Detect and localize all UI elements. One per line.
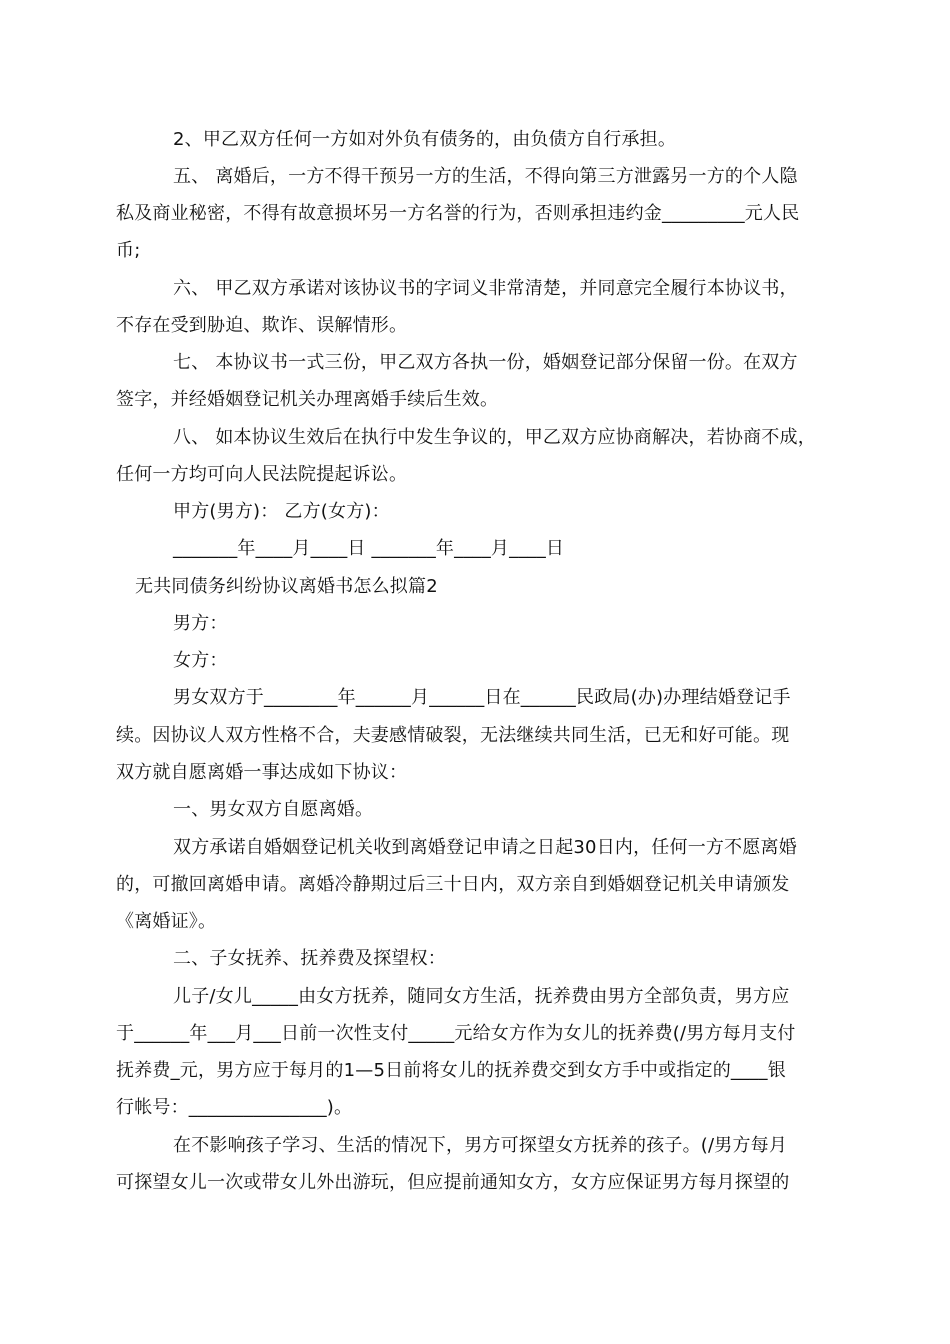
text-line: 儿子/女儿_____由女方抚养，随同女方生活，抚养费由男方全部负责，男方应	[173, 986, 790, 1007]
date-line: _______年____月____日 _______年____月____日	[173, 538, 565, 559]
text-line: 八、 如本协议生效后在执行中发生争议的，甲乙双方应协商解决，若协商不成，	[173, 427, 816, 448]
text-line: 男方：	[173, 613, 228, 634]
text-line: 七、 本协议书一式三份，甲乙双方各执一份，婚姻登记部分保留一份。在双方	[173, 352, 798, 373]
text-line: 2、甲乙双方任何一方如对外负有债务的，由负债方自行承担。	[173, 129, 677, 150]
text-line: 私及商业秘密，不得有故意损坏另一方名誉的行为，否则承担违约金_________元人民	[116, 203, 800, 224]
text-line: 一、男女双方自愿离婚。	[173, 799, 374, 820]
text-line: 行帐号：_______________)。	[116, 1097, 353, 1118]
text-line: 任何一方均可向人民法院提起诉讼。	[116, 464, 408, 485]
text-line: 的，可撤回离婚申请。离婚冷静期过后三十日内，双方亲自到婚姻登记机关申请颁发	[116, 874, 790, 895]
text-line: 二、子女抚养、抚养费及探望权：	[173, 948, 446, 969]
signature-line: 甲方(男方)： 乙方(女方)：	[173, 501, 390, 522]
text-line: 在不影响孩子学习、生活的情况下，男方可探望女方抚养的孩子。(/男方每月	[173, 1135, 788, 1156]
text-line: 双方承诺自婚姻登记机关收到离婚登记申请之日起30日内，任何一方不愿离婚	[173, 837, 797, 858]
text-line: 女方：	[173, 650, 228, 671]
section-heading: 无共同债务纠纷协议离婚书怎么拟篇2	[135, 576, 438, 597]
text-line: 不存在受到胁迫、欺诈、误解情形。	[116, 315, 408, 336]
text-line: 六、 甲乙双方承诺对该协议书的字词义非常清楚，并同意完全履行本协议书，	[173, 278, 798, 299]
text-line: 双方就自愿离婚一事达成如下协议：	[116, 762, 408, 783]
text-line: 《离婚证》。	[116, 911, 217, 932]
text-line: 五、 离婚后，一方不得干预另一方的生活，不得向第三方泄露另一方的个人隐	[173, 166, 798, 187]
text-line: 续。因协议人双方性格不合，夫妻感情破裂，无法继续共同生活，已无和好可能。现	[116, 725, 790, 746]
text-line: 可探望女儿一次或带女儿外出游玩，但应提前通知女方，女方应保证男方每月探望的	[116, 1172, 790, 1193]
text-line: 男女双方于________年______月______日在______民政局(办)办理结婚登记手	[173, 687, 791, 708]
text-line: 签字，并经婚姻登记机关办理离婚手续后生效。	[116, 389, 499, 410]
text-line: 于______年___月___日前一次性支付_____元给女方作为女儿的抚养费(/男方每月支付	[116, 1023, 796, 1044]
text-line: 币;	[116, 240, 141, 261]
text-line: 抚养费_元，男方应于每月的1—5日前将女儿的抚养费交到女方手中或指定的____银	[116, 1060, 786, 1081]
